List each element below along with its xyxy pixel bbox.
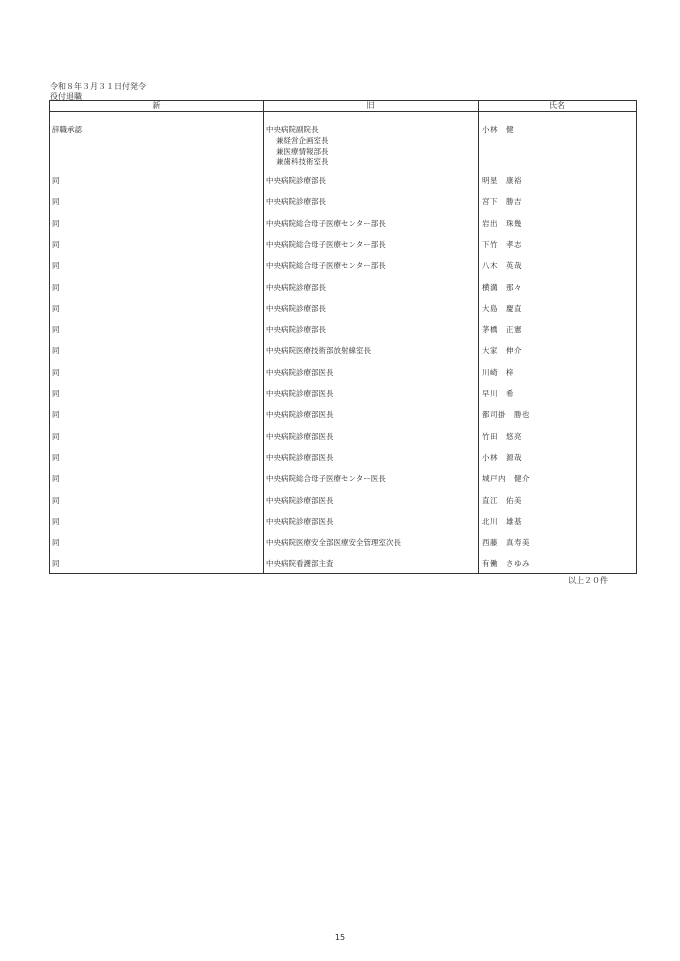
row-old-position: 中央病院診療部医長 — [266, 452, 334, 462]
row-name: 竹田 悠亮 — [482, 431, 522, 441]
column-divider — [263, 101, 264, 573]
row-name: 大家 伸介 — [482, 346, 522, 356]
row-new-position: 同 — [52, 325, 60, 335]
row-old-position: 中央病院医療安全部医療安全管理室次長 — [266, 538, 401, 548]
personnel-table — [49, 100, 637, 574]
row-name: 北川 雄基 — [482, 516, 522, 526]
row-old-position: 中央病院診療部医長 — [266, 495, 334, 505]
column-divider — [478, 101, 479, 573]
row-new-position: 同 — [52, 495, 60, 505]
row-old-position: 中央病院総合母子医療センター部長 — [266, 218, 386, 228]
row-name: 下竹 孝志 — [482, 239, 522, 249]
first-row-name: 小林 健 — [482, 125, 514, 134]
row-new-position: 同 — [52, 303, 60, 313]
total-count: 以上２０件 — [568, 576, 608, 585]
row-old-position: 中央病院総合母子医療センター部長 — [266, 239, 386, 249]
row-old-position: 中央病院医療技術部放射線室長 — [266, 346, 371, 356]
row-new-position: 同 — [52, 389, 60, 398]
row-new-position: 同 — [52, 410, 60, 420]
row-new-position: 同 — [52, 261, 60, 271]
row-new-position: 同 — [52, 367, 60, 377]
row-old-position: 中央病院診療部長 — [266, 197, 326, 207]
row-new-position: 同 — [52, 176, 60, 185]
row-old-position: 中央病院診療部医長 — [266, 410, 334, 420]
issue-date: 令和８年３月３１日付発令 — [50, 82, 146, 91]
row-name: 宮下 勝吉 — [482, 197, 522, 207]
column-header-new: 新 — [152, 101, 161, 110]
row-name: 都司掛 勝也 — [482, 410, 530, 420]
row-old-position: 中央病院総合母子医療センター医長 — [266, 474, 386, 484]
row-new-position: 同 — [52, 218, 60, 228]
row-old-position: 中央病院診療部医長 — [266, 431, 334, 441]
row-name: 茅橋 正憲 — [482, 325, 522, 335]
row-old-position: 中央病院診療部長 — [266, 176, 326, 185]
row-name: 西藤 真寿美 — [482, 538, 530, 548]
category-title: 役付退職 — [50, 92, 82, 101]
row-old-position: 中央病院診療部医長 — [266, 367, 334, 377]
row-name: 川崎 梓 — [482, 367, 514, 377]
row-new-position: 同 — [52, 346, 60, 356]
row-name: 直江 佑美 — [482, 495, 522, 505]
row-name: 明星 康裕 — [482, 176, 522, 185]
row-old-position: 中央病院診療部長 — [266, 303, 326, 313]
row-old-position: 中央病院総合母子医療センター部長 — [266, 261, 386, 271]
row-new-position: 同 — [52, 197, 60, 207]
row-new-position: 同 — [52, 538, 60, 548]
row-old-position: 中央病院診療部長 — [266, 282, 326, 292]
concurrent-post: 兼医療情報部長 — [276, 146, 329, 156]
concurrent-post: 兼経営企画室長 — [276, 136, 329, 145]
column-header-name: 氏名 — [549, 101, 565, 110]
row-new-position: 同 — [52, 431, 60, 441]
row-old-position: 中央病院診療部医長 — [266, 516, 334, 526]
row-old-position: 中央病院看護部主査 — [266, 559, 334, 569]
header-divider — [50, 111, 636, 112]
first-row-concurrent-posts — [276, 136, 329, 168]
row-old-position: 中央病院診療部長 — [266, 325, 326, 335]
row-name: 岩出 珠幾 — [482, 218, 522, 228]
page-number: 15 — [334, 933, 346, 942]
row-name: 横溝 那々 — [482, 282, 522, 292]
row-old-position: 中央病院診療部医長 — [266, 389, 334, 398]
row-name: 八木 英哉 — [482, 261, 522, 271]
column-header-old: 旧 — [366, 101, 375, 110]
first-row-old: 中央病院副院長 — [266, 125, 319, 134]
concurrent-post: 兼歯科技術室長 — [276, 157, 329, 166]
row-new-position: 同 — [52, 474, 60, 484]
row-name: 大島 慶直 — [482, 303, 522, 313]
row-new-position: 同 — [52, 559, 60, 569]
row-new-position: 同 — [52, 452, 60, 462]
row-name: 小林 源哉 — [482, 452, 522, 462]
row-new-position: 同 — [52, 516, 60, 526]
row-name: 有働 さゆみ — [482, 559, 530, 569]
row-new-position: 同 — [52, 282, 60, 292]
first-row-new: 辞職承認 — [52, 125, 82, 134]
row-new-position: 同 — [52, 239, 60, 249]
row-name: 城戸内 健介 — [482, 474, 530, 484]
row-name: 早川 希 — [482, 389, 514, 398]
